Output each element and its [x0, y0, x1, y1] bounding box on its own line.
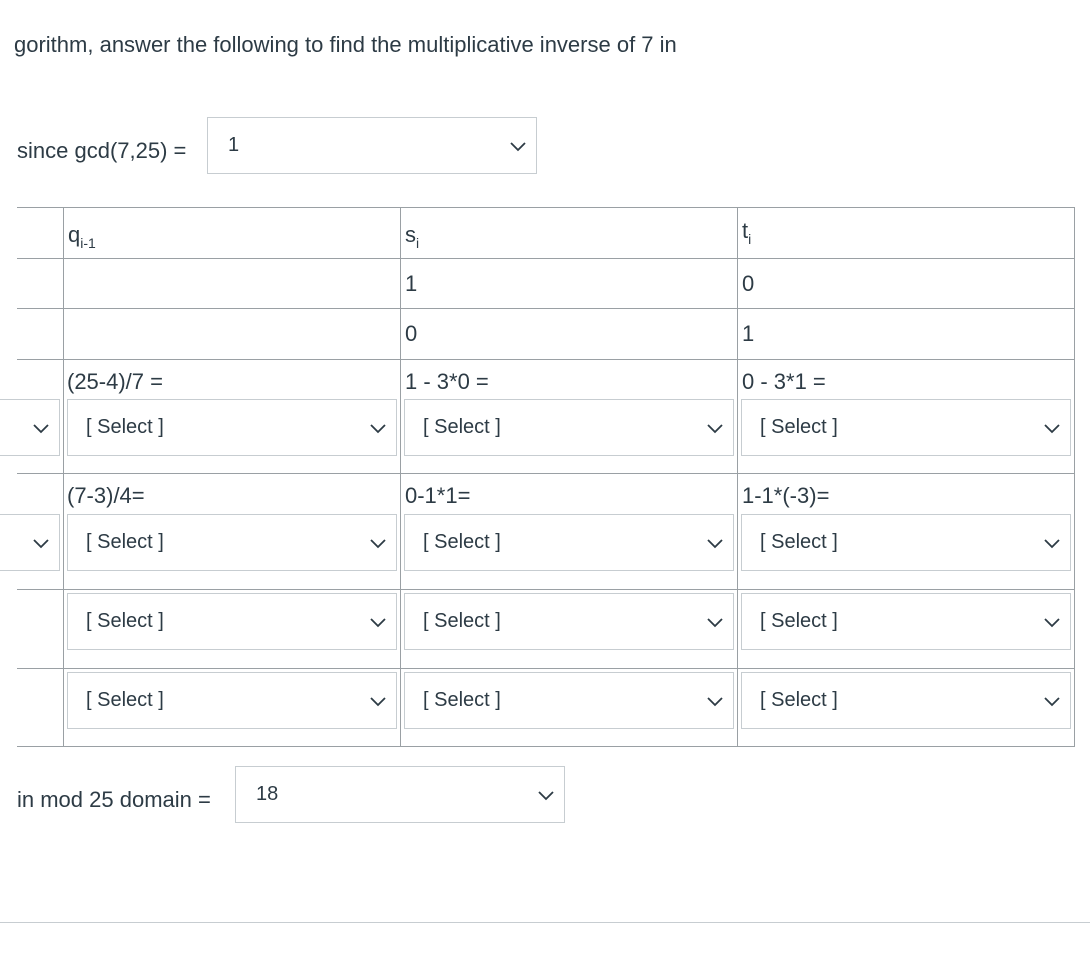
t-expr-row3: 0 - 3*1 = [742, 369, 826, 394]
row4-t-select[interactable] [741, 514, 1071, 571]
result-select[interactable] [235, 766, 565, 823]
row4-first-col-select[interactable] [0, 514, 60, 571]
row5-q-select[interactable] [67, 593, 397, 650]
row5-q-select-value: [ Select ] [86, 609, 164, 632]
chevron-down-icon [1042, 536, 1062, 550]
chevron-down-icon [1042, 615, 1062, 629]
s-init-1: 1 [405, 271, 418, 296]
result-label: in mod 25 domain = [17, 787, 211, 812]
row3-first-col-select[interactable] [0, 399, 60, 456]
chevron-down-icon [368, 421, 388, 435]
row3-s-select[interactable] [404, 399, 734, 456]
header-q: $q_{i-1}$ [68, 222, 96, 251]
row5-t-select-value: [ Select ] [760, 609, 838, 632]
chevron-down-icon [368, 694, 388, 708]
chevron-down-icon [705, 615, 725, 629]
result-select-value: 18 [256, 782, 279, 805]
t-init-1: 0 [742, 271, 755, 296]
gcd-label: since gcd(7,25) = [17, 138, 187, 163]
row6-t-select[interactable] [741, 672, 1071, 729]
chevron-down-icon [1042, 421, 1062, 435]
bottom-divider [0, 922, 1090, 923]
row6-s-select[interactable] [404, 672, 734, 729]
chevron-down-icon [31, 421, 51, 435]
q-expr-row3: (25-4)/7 = [67, 369, 163, 394]
row4-s-select-value: [ Select ] [423, 530, 501, 553]
s-init-2: 0 [405, 321, 418, 346]
header-s: $s_i$ [405, 222, 420, 251]
row6-t-select-value: [ Select ] [760, 688, 838, 711]
s-expr-row3: 1 - 3*0 = [405, 369, 489, 394]
row3-t-select[interactable] [741, 399, 1071, 456]
row3-q-select[interactable] [67, 399, 397, 456]
row4-s-select[interactable] [404, 514, 734, 571]
row5-t-select[interactable] [741, 593, 1071, 650]
row3-q-select-value: [ Select ] [86, 415, 164, 438]
chevron-down-icon [368, 536, 388, 550]
header-t: $t_i$ [742, 218, 752, 247]
t-init-2: 1 [742, 321, 755, 346]
row6-q-select[interactable] [67, 672, 397, 729]
chevron-down-icon [368, 615, 388, 629]
row3-t-select-value: [ Select ] [760, 415, 838, 438]
row4-q-select-value: [ Select ] [86, 530, 164, 553]
chevron-down-icon [705, 536, 725, 550]
chevron-down-icon [536, 788, 556, 802]
chevron-down-icon [705, 694, 725, 708]
chevron-down-icon [1042, 694, 1062, 708]
chevron-down-icon [705, 421, 725, 435]
row5-s-select-value: [ Select ] [423, 609, 501, 632]
row5-s-select[interactable] [404, 593, 734, 650]
question-text: gorithm, answer the following to find the multiplicative inverse of 7 in [14, 32, 677, 57]
t-expr-row4: 1-1*(-3)= [742, 483, 830, 508]
gcd-select[interactable] [207, 117, 537, 174]
row3-s-select-value: [ Select ] [423, 415, 501, 438]
row4-t-select-value: [ Select ] [760, 530, 838, 553]
row6-q-select-value: [ Select ] [86, 688, 164, 711]
q-expr-row4: (7-3)/4= [67, 483, 145, 508]
chevron-down-icon [508, 139, 528, 153]
gcd-select-value: 1 [228, 133, 240, 156]
s-expr-row4: 0-1*1= [405, 483, 471, 508]
row4-q-select[interactable] [67, 514, 397, 571]
chevron-down-icon [31, 536, 51, 550]
row6-s-select-value: [ Select ] [423, 688, 501, 711]
